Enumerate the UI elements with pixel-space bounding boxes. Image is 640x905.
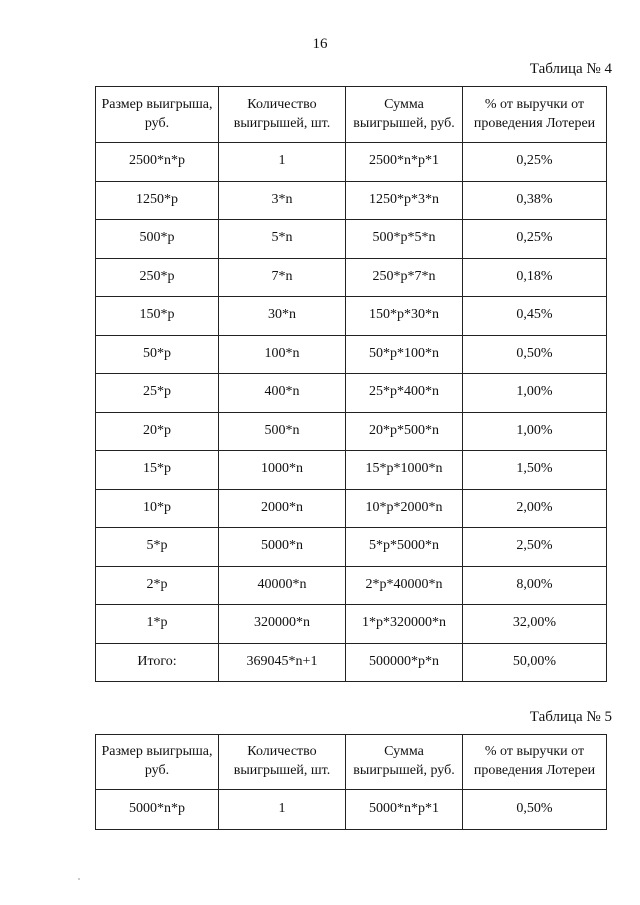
table-4-header-prize-count: Количество выигрышей, шт.: [219, 87, 346, 143]
cell-prize-count: 3*n: [219, 181, 346, 220]
cell-prize-sum: 150*p*30*n: [346, 297, 463, 336]
table-5: [95, 734, 607, 830]
table-row: [96, 566, 607, 605]
cell-revenue-percent: 1,00%: [463, 374, 607, 413]
cell-revenue-percent: 2,50%: [463, 528, 607, 567]
cell-prize-sum: 250*p*7*n: [346, 258, 463, 297]
cell-prize-size: 500*p: [96, 220, 219, 259]
cell-prize-count: 369045*n+1: [219, 643, 346, 682]
cell-prize-count: 320000*n: [219, 605, 346, 644]
cell-prize-sum: 5000*n*p*1: [346, 790, 463, 830]
cell-prize-size: Итого:: [96, 643, 219, 682]
cell-prize-size: 15*p: [96, 451, 219, 490]
table-row: [96, 605, 607, 644]
cell-prize-size: 1250*p: [96, 181, 219, 220]
table-row: [96, 528, 607, 567]
cell-prize-size: 250*p: [96, 258, 219, 297]
table-row: [96, 790, 607, 830]
table-total-row: [96, 643, 607, 682]
table-4-header-revenue-percent: % от выручки от проведения Лотереи: [463, 87, 607, 143]
cell-prize-count: 30*n: [219, 297, 346, 336]
cell-prize-size: 1*p: [96, 605, 219, 644]
cell-prize-sum: 500000*p*n: [346, 643, 463, 682]
cell-prize-size: 10*p: [96, 489, 219, 528]
cell-prize-count: 5000*n: [219, 528, 346, 567]
cell-prize-count: 40000*n: [219, 566, 346, 605]
cell-revenue-percent: 8,00%: [463, 566, 607, 605]
cell-prize-sum: 500*p*5*n: [346, 220, 463, 259]
table-row: [96, 258, 607, 297]
table-row: [96, 297, 607, 336]
table-row: [96, 374, 607, 413]
cell-revenue-percent: 0,25%: [463, 220, 607, 259]
table-row: [96, 451, 607, 490]
cell-prize-sum: 20*p*500*n: [346, 412, 463, 451]
table-4-header-row: [96, 87, 607, 143]
cell-prize-count: 7*n: [219, 258, 346, 297]
cell-prize-count: 500*n: [219, 412, 346, 451]
cell-prize-count: 1: [219, 790, 346, 830]
table-row: [96, 335, 607, 374]
cell-revenue-percent: 1,50%: [463, 451, 607, 490]
page-number: 16: [312, 36, 328, 52]
cell-prize-sum: 15*p*1000*n: [346, 451, 463, 490]
cell-prize-count: 100*n: [219, 335, 346, 374]
table-5-caption: Таблица № 5: [529, 709, 612, 725]
cell-prize-sum: 2500*n*p*1: [346, 143, 463, 182]
cell-revenue-percent: 1,00%: [463, 412, 607, 451]
cell-prize-sum: 1*p*320000*n: [346, 605, 463, 644]
cell-prize-size: 50*p: [96, 335, 219, 374]
cell-prize-count: 1000*n: [219, 451, 346, 490]
cell-prize-count: 2000*n: [219, 489, 346, 528]
cell-revenue-percent: 0,25%: [463, 143, 607, 182]
cell-prize-sum: 25*p*400*n: [346, 374, 463, 413]
cell-prize-sum: 2*p*40000*n: [346, 566, 463, 605]
table-5-header-prize-count: Количество выигрышей, шт.: [219, 735, 346, 790]
table-5-header-prize-size: Размер выигрыша, руб.: [96, 735, 219, 790]
table-4-header-prize-sum: Сумма выигрышей, руб.: [346, 87, 463, 143]
cell-prize-sum: 50*p*100*n: [346, 335, 463, 374]
cell-revenue-percent: 50,00%: [463, 643, 607, 682]
table-4: [95, 86, 607, 682]
table-row: [96, 220, 607, 259]
cell-prize-size: 150*p: [96, 297, 219, 336]
cell-revenue-percent: 32,00%: [463, 605, 607, 644]
cell-revenue-percent: 0,50%: [463, 790, 607, 830]
cell-prize-size: 5000*n*p: [96, 790, 219, 830]
cell-prize-size: 5*p: [96, 528, 219, 567]
cell-prize-count: 5*n: [219, 220, 346, 259]
scan-speck: [78, 878, 80, 880]
table-row: [96, 143, 607, 182]
cell-prize-sum: 5*p*5000*n: [346, 528, 463, 567]
cell-revenue-percent: 0,18%: [463, 258, 607, 297]
table-row: [96, 489, 607, 528]
table-row: [96, 181, 607, 220]
table-row: [96, 412, 607, 451]
table-5-header-row: [96, 735, 607, 790]
cell-revenue-percent: 2,00%: [463, 489, 607, 528]
cell-prize-size: 2*p: [96, 566, 219, 605]
cell-revenue-percent: 0,38%: [463, 181, 607, 220]
cell-revenue-percent: 0,50%: [463, 335, 607, 374]
cell-prize-count: 1: [219, 143, 346, 182]
cell-prize-size: 25*p: [96, 374, 219, 413]
table-4-caption: Таблица № 4: [529, 61, 612, 77]
cell-prize-size: 20*p: [96, 412, 219, 451]
cell-revenue-percent: 0,45%: [463, 297, 607, 336]
cell-prize-size: 2500*n*p: [96, 143, 219, 182]
cell-prize-sum: 1250*p*3*n: [346, 181, 463, 220]
table-5-header-prize-sum: Сумма выигрышей, руб.: [346, 735, 463, 790]
cell-prize-sum: 10*p*2000*n: [346, 489, 463, 528]
table-5-header-revenue-percent: % от выручки от проведения Лотереи: [463, 735, 607, 790]
table-4-header-prize-size: Размер выигрыша, руб.: [96, 87, 219, 143]
cell-prize-count: 400*n: [219, 374, 346, 413]
